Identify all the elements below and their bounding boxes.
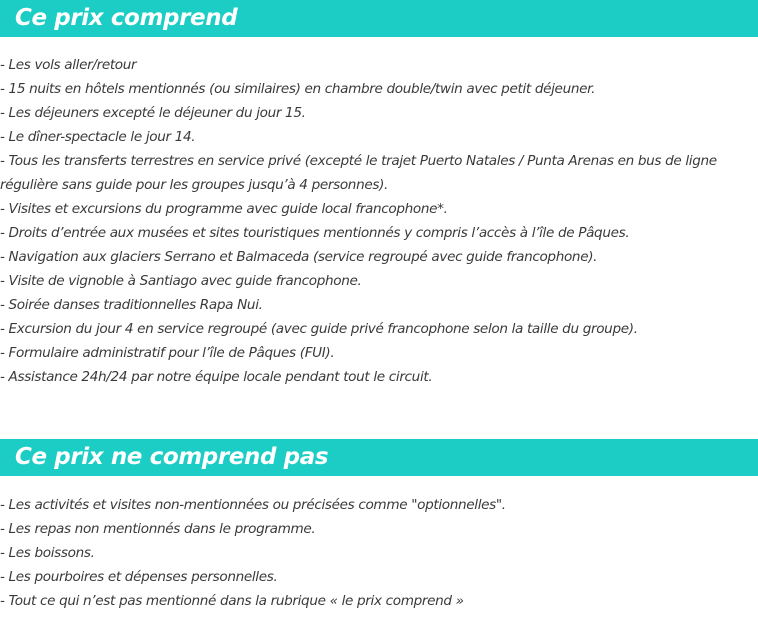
list-item: - Tout ce qui n’est pas mentionné dans la rubrique « le prix comprend » bbox=[0, 593, 464, 609]
list-item: - Visite de vignoble à Santiago avec guide francophone. bbox=[0, 273, 362, 289]
list-item: - Les pourboires et dépenses personnelles. bbox=[0, 569, 278, 585]
excluded-list bbox=[0, 476, 758, 613]
list-item: - Les déjeuners excepté le déjeuner du jour 15. bbox=[0, 105, 306, 121]
included-list bbox=[0, 37, 758, 389]
included-heading: Ce prix comprend bbox=[0, 0, 758, 37]
list-item: - Les repas non mentionnés dans le programme. bbox=[0, 521, 316, 537]
excluded-section bbox=[0, 439, 758, 613]
list-item: - Navigation aux glaciers Serrano et Balmaceda (service regroupé avec guide francophone). bbox=[0, 249, 598, 265]
list-item: - Les activités et visites non-mentionnées ou précisées comme "optionnelles". bbox=[0, 497, 506, 513]
list-item: - Soirée danses traditionnelles Rapa Nui. bbox=[0, 297, 263, 313]
excluded-heading: Ce prix ne comprend pas bbox=[0, 439, 758, 476]
list-item: - Les boissons. bbox=[0, 545, 95, 561]
list-item: - 15 nuits en hôtels mentionnés (ou similaires) en chambre double/twin avec petit déjeuner. bbox=[0, 81, 596, 97]
list-item: - Formulaire administratif pour l’île de Pâques (FUI). bbox=[0, 345, 335, 361]
list-item: - Tous les transferts terrestres en service privé (excepté le trajet Puerto Natales / Punta Arenas en bus de ligne régulière sans guide pour les groupes jusqu’à 4 personnes). bbox=[0, 153, 717, 193]
list-item: - Excursion du jour 4 en service regroupé (avec guide privé francophone selon la taille du groupe). bbox=[0, 321, 638, 337]
list-item: - Assistance 24h/24 par notre équipe locale pendant tout le circuit. bbox=[0, 369, 433, 385]
list-item: - Visites et excursions du programme avec guide local francophone*. bbox=[0, 201, 448, 217]
list-item: - Le dîner-spectacle le jour 14. bbox=[0, 129, 196, 145]
list-item: - Les vols aller/retour bbox=[0, 57, 137, 73]
list-item: - Droits d’entrée aux musées et sites touristiques mentionnés y compris l’accès à l’île de Pâques. bbox=[0, 225, 630, 241]
